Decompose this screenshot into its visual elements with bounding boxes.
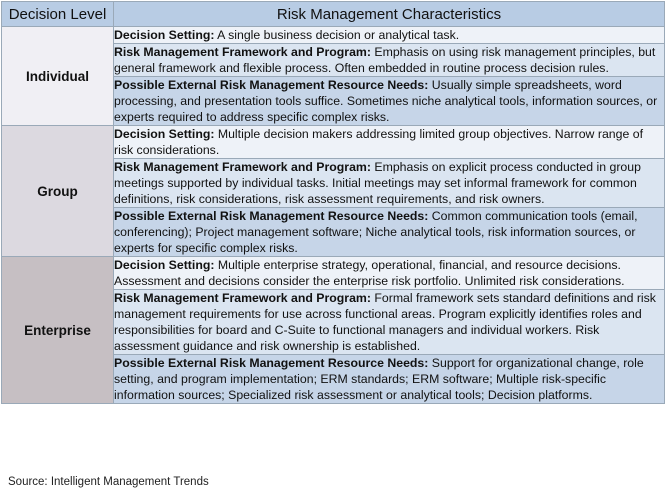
row-label: Decision Setting: — [114, 28, 215, 42]
table-row — [2, 257, 665, 290]
row-label: Possible External Risk Management Resource Needs: — [114, 209, 429, 223]
risk-management-table — [1, 1, 665, 404]
row-text: Usually simple spreadsheets, word processing, and presentation tools suffice. Sometimes niche analytical tools, information sources, or experts required to address specific complex risks. — [114, 78, 658, 124]
table-header-row — [2, 2, 665, 27]
group-resource-needs — [114, 208, 665, 257]
individual-decision-setting — [114, 27, 665, 44]
level-individual: Individual — [2, 27, 114, 126]
individual-framework-program — [114, 44, 665, 77]
level-enterprise: Enterprise — [2, 257, 114, 404]
row-label: Risk Management Framework and Program: — [114, 291, 371, 305]
table-row — [2, 27, 665, 44]
table-row — [2, 126, 665, 159]
source-caption: Source: Intelligent Management Trends — [8, 476, 209, 488]
row-text: Multiple enterprise strategy, operational, financial, and resource decisions. Assessment and decisions consider the enterprise risk portfolio. Unlimited risk considerations. — [114, 258, 625, 288]
row-label: Possible External Risk Management Resource Needs: — [114, 78, 429, 92]
row-label: Risk Management Framework and Program: — [114, 160, 371, 174]
header-risk-characteristics: Risk Management Characteristics — [114, 2, 665, 27]
row-text: Formal framework sets standard definitions and risk management requirements for use across functional areas. Program explicitly identifies roles and responsibilities for board and C-Suite to functional managers and individual workers. Risk assessment guidance and risk ownership is established. — [114, 291, 656, 353]
row-text: Common communication tools (email, conferencing); Project management software; Niche analytical tools, risk information sources, or experts for specific complex risks. — [114, 209, 638, 255]
enterprise-decision-setting — [114, 257, 665, 290]
row-text: Emphasis on using risk management principles, but general framework and flexible process. Often embedded in routine process decision rules. — [114, 45, 656, 75]
group-decision-setting — [114, 126, 665, 159]
row-text: Emphasis on explicit process conducted in group meetings supported by individual tasks. Initial meetings may set informal framework for common definitions, risk considerations, risk assessment requirements, and risk owners. — [114, 160, 641, 206]
row-label: Decision Setting: — [114, 127, 215, 141]
group-framework-program — [114, 159, 665, 208]
enterprise-framework-program — [114, 290, 665, 355]
row-label: Decision Setting: — [114, 258, 215, 272]
row-label: Possible External Risk Management Resource Needs: — [114, 356, 429, 370]
enterprise-resource-needs — [114, 355, 665, 404]
row-text: Support for organizational change, role setting, and program implementation; ERM standards; ERM software; Multiple risk-specific information sources; Specialized risk assessment or analytical tools; Decision platforms. — [114, 356, 644, 402]
row-text: Multiple decision makers addressing limited group objectives. Narrow range of risk considerations. — [114, 127, 643, 157]
row-text: A single business decision or analytical task. — [214, 28, 460, 42]
header-decision-level: Decision Level — [2, 2, 114, 27]
individual-resource-needs — [114, 77, 665, 126]
level-group: Group — [2, 126, 114, 257]
row-label: Risk Management Framework and Program: — [114, 45, 371, 59]
